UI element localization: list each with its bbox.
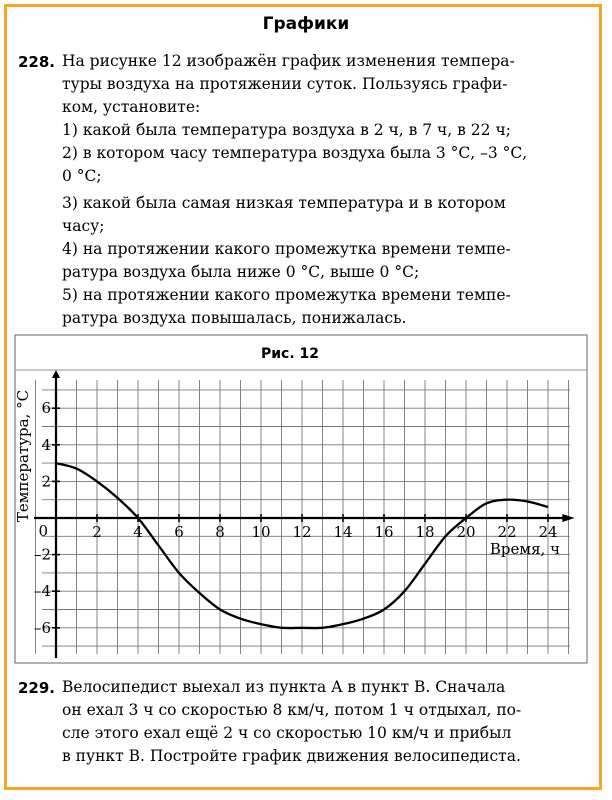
x-tick-label: 8 <box>215 523 225 541</box>
y-tick-label: 6 <box>41 399 51 418</box>
problem-228-line: 1) какой была температура воздуха в 2 ч, в 7 ч, в 22 ч; <box>62 121 511 139</box>
problem-229 <box>18 676 578 776</box>
problem-228-text <box>62 50 586 330</box>
problem-228 <box>18 50 578 330</box>
x-tick-label: 14 <box>333 523 353 541</box>
x-tick-label: 12 <box>292 523 312 541</box>
problem-228-line: 0 °С; <box>62 167 102 185</box>
x-tick-label: 22 <box>497 523 517 541</box>
x-tick-label: 6 <box>174 523 184 541</box>
problem-228-line: туры воздуха на протяжении суток. Пользуясь графи- <box>62 75 508 93</box>
problem-229-line: в пункт B. Постройте график движения велосипедиста. <box>62 747 521 765</box>
problem-229-line: сле этого ехал ещё 2 ч со скоростью 10 км/ч и прибыл <box>62 724 512 742</box>
problem-228-line: 3) какой была самая низкая температура и в котором <box>62 194 506 212</box>
x-tick-label: 24 <box>538 523 558 541</box>
problem-228-line: 2) в котором часу температура воздуха была 3 °С, –3 °С, <box>62 144 528 162</box>
figure-12 <box>14 334 588 664</box>
problem-228-line: ратура воздуха была ниже 0 °С, выше 0 °С; <box>62 263 420 281</box>
problem-228-line: 4) на протяжении какого промежутка времени темпе- <box>62 240 511 258</box>
y-tick-label: 2 <box>41 472 51 491</box>
x-tick-label: 2 <box>92 523 102 541</box>
section-heading: Графики <box>262 14 350 34</box>
y-tick-label: –2 <box>33 545 51 564</box>
problem-228-line: часу; <box>62 217 105 235</box>
problem-228-line: 5) на протяжении какого промежутка времени темпе- <box>62 286 511 304</box>
y-tick-label: –6 <box>33 618 51 637</box>
y-axis-label: Температура, °С <box>14 389 32 523</box>
problem-229-text <box>62 676 586 768</box>
temperature-chart <box>14 334 588 664</box>
x-tick-label: 18 <box>415 523 435 541</box>
y-tick-label: 4 <box>41 435 51 454</box>
figure-caption: Рис. 12 <box>260 346 320 362</box>
x-tick-label: 10 <box>251 523 271 541</box>
y-tick-label: –4 <box>33 582 51 601</box>
x-axis-label: Время, ч <box>489 540 560 558</box>
problem-229-number: 229. <box>18 679 56 697</box>
x-tick-label: 4 <box>133 523 143 541</box>
x-tick-label: 16 <box>374 523 394 541</box>
tick-label-origin: 0 <box>38 522 48 540</box>
problem-228-line: На рисунке 12 изображён график изменения темпера- <box>62 52 515 70</box>
x-tick-label: 20 <box>456 523 476 541</box>
problem-228-line: ком, установите: <box>62 98 201 116</box>
problem-229-line: он ехал 3 ч со скоростью 8 км/ч, потом 1 ч отдыхал, по- <box>62 701 522 719</box>
problem-228-line: ратура воздуха повышалась, понижалась. <box>62 309 407 327</box>
problem-229-line: Велосипедист выехал из пункта A в пункт B. Сначала <box>62 678 506 696</box>
problem-228-number: 228. <box>18 53 56 71</box>
